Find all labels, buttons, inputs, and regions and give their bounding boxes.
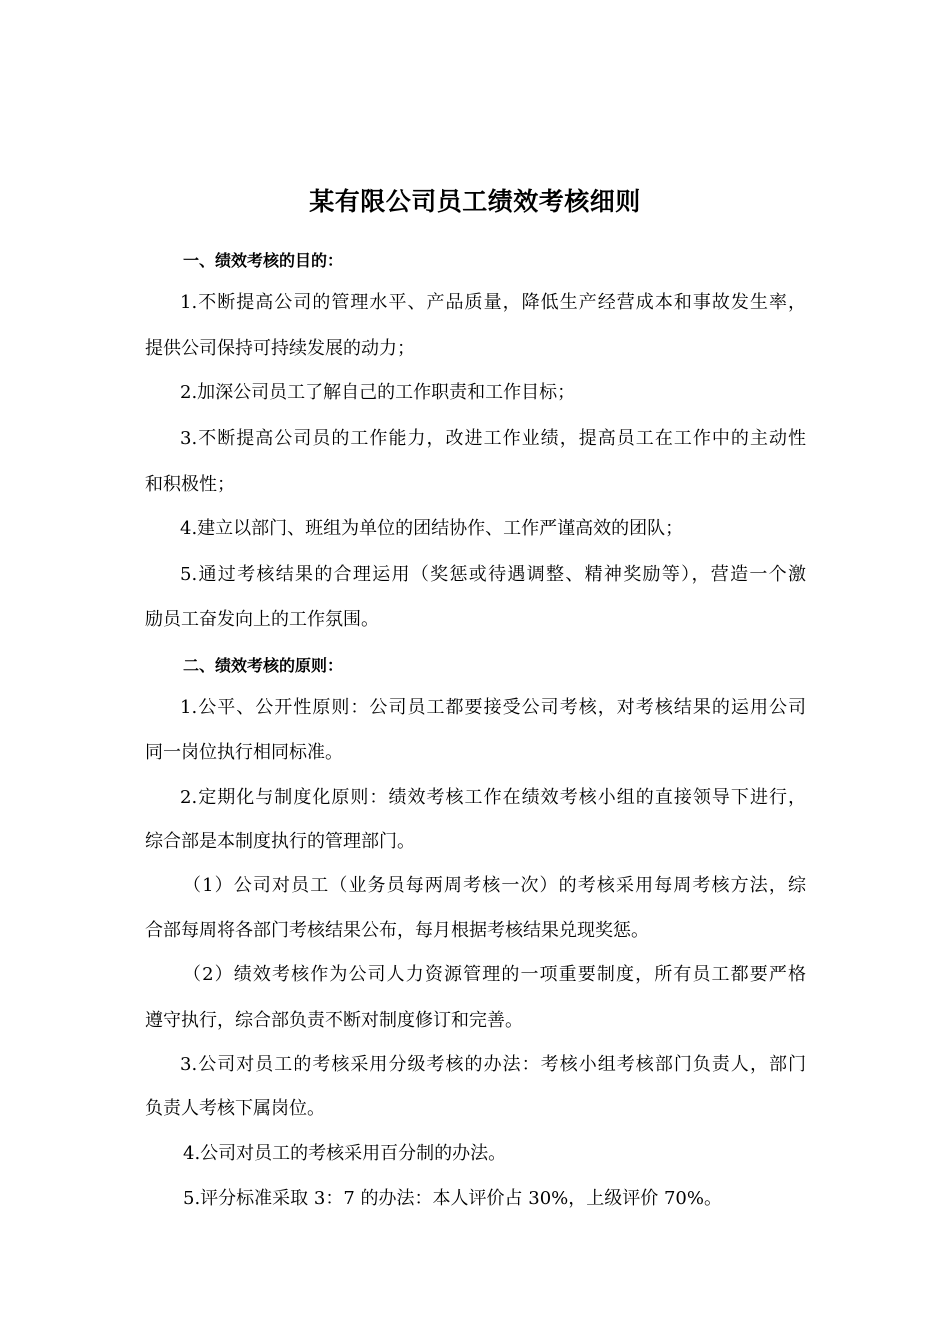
paragraph-line: 5.通过考核结果的合理运用（奖惩或待遇调整、精神奖励等），营造一个激 bbox=[180, 564, 806, 585]
paragraph-line: 4.公司对员工的考核采用百分制的办法。 bbox=[183, 1143, 507, 1164]
paragraph-line: 1.公平、公开性原则：公司员工都要接受公司考核，对考核结果的运用公司 bbox=[180, 697, 806, 718]
paragraph-line: 负责人考核下属岗位。 bbox=[145, 1098, 325, 1119]
paragraph-line: 遵守执行，综合部负责不断对制度修订和完善。 bbox=[145, 1010, 523, 1031]
paragraph-line: 3.不断提高公司员的工作能力，改进工作业绩，提高员工在工作中的主动性 bbox=[180, 428, 806, 449]
paragraph-line: 2.加深公司员工了解自己的工作职责和工作目标； bbox=[180, 382, 576, 403]
paragraph-line: 励员工奋发向上的工作氛围。 bbox=[145, 609, 379, 630]
paragraph-line: 4.建立以部门、班组为单位的团结协作、工作严谨高效的团队； bbox=[180, 518, 684, 539]
paragraph-line: （2）绩效考核作为公司人力资源管理的一项重要制度，所有员工都要严格 bbox=[183, 964, 806, 985]
paragraph-line: 2.定期化与制度化原则：绩效考核工作在绩效考核小组的直接领导下进行， bbox=[180, 787, 806, 808]
paragraph-line: 合部每周将各部门考核结果公布，每月根据考核结果兑现奖惩。 bbox=[145, 920, 649, 941]
paragraph-line: 5.评分标准采取 3：7 的办法：本人评价占 30%，上级评价 70%。 bbox=[183, 1188, 722, 1209]
paragraph-line: 同一岗位执行相同标准。 bbox=[145, 742, 343, 763]
paragraph-line: （1）公司对员工（业务员每两周考核一次）的考核采用每周考核方法，综 bbox=[183, 875, 806, 896]
document-title: 某有限公司员工绩效考核细则 bbox=[309, 187, 641, 216]
section-heading-principles: 二、绩效考核的原则： bbox=[183, 656, 344, 675]
paragraph-line: 综合部是本制度执行的管理部门。 bbox=[145, 831, 415, 852]
paragraph-line: 3.公司对员工的考核采用分级考核的办法：考核小组考核部门负责人，部门 bbox=[180, 1054, 806, 1075]
paragraph-line: 提供公司保持可持续发展的动力； bbox=[145, 338, 415, 359]
section-heading-purpose: 一、绩效考核的目的： bbox=[183, 251, 344, 270]
paragraph-line: 和积极性； bbox=[145, 474, 235, 495]
paragraph-line: 1.不断提高公司的管理水平、产品质量，降低生产经营成本和事故发生率， bbox=[180, 292, 806, 313]
